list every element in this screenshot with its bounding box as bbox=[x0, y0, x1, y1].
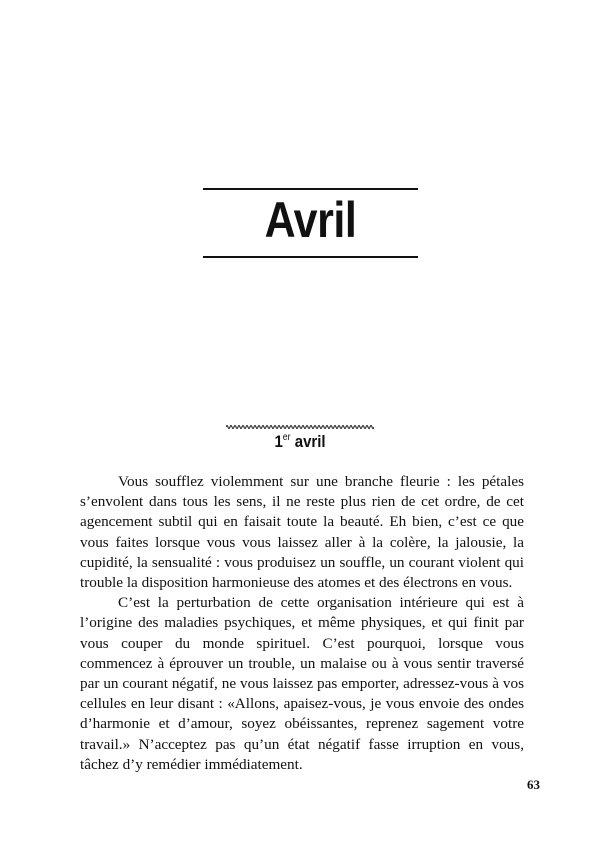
entry-body bbox=[80, 472, 524, 775]
day-month: avril bbox=[290, 432, 326, 451]
chapter-header bbox=[203, 188, 418, 258]
day-heading bbox=[36, 432, 564, 452]
chapter-title: Avril bbox=[264, 192, 357, 248]
page-number: 63 bbox=[527, 777, 540, 792]
paragraph: Vous soufflez violemment sur une branche fleurie : les pétales s’envolent dans tous les sens, il ne reste plus rien de cet ordre, de cet agencement subtil qui en faisait toute la beauté. Eh bien, c’est ce que vous faites lorsque vous vous laissez aller à la colère, la jalousie, la cupidité, la sensualité : vous produisez un souffle, un courant violent qui trouble la disposition harmonieuse des atomes et des électrons en vous. bbox=[80, 473, 524, 592]
wave-path bbox=[226, 426, 374, 429]
bottom-rule bbox=[203, 256, 418, 258]
wave-ornament-icon bbox=[226, 423, 374, 431]
day-number: 1 bbox=[274, 432, 283, 451]
day-suffix: er bbox=[282, 432, 291, 443]
paragraph: C’est la perturbation de cette organisation intérieure qui est à l’origine des maladies psychiques, et même physiques, et qui finit par vous couper du monde spirituel. C’est pourquoi, lorsque vous commencez à éprouver un trouble, un malaise ou à vous sentir traversé par un courant négatif, ne vous laissez pas emporter, adressez-vous à vos cellules en leur disant : «Allons, apaisez-vous, je vous envoie des ondes d’harmonie et d’amour, soyez obéissantes, reprenez sagement votre travail.» N’acceptez pas qu’un état négatif fasse irruption en vous, tâchez d’y remédier immédiatement. bbox=[80, 594, 524, 773]
